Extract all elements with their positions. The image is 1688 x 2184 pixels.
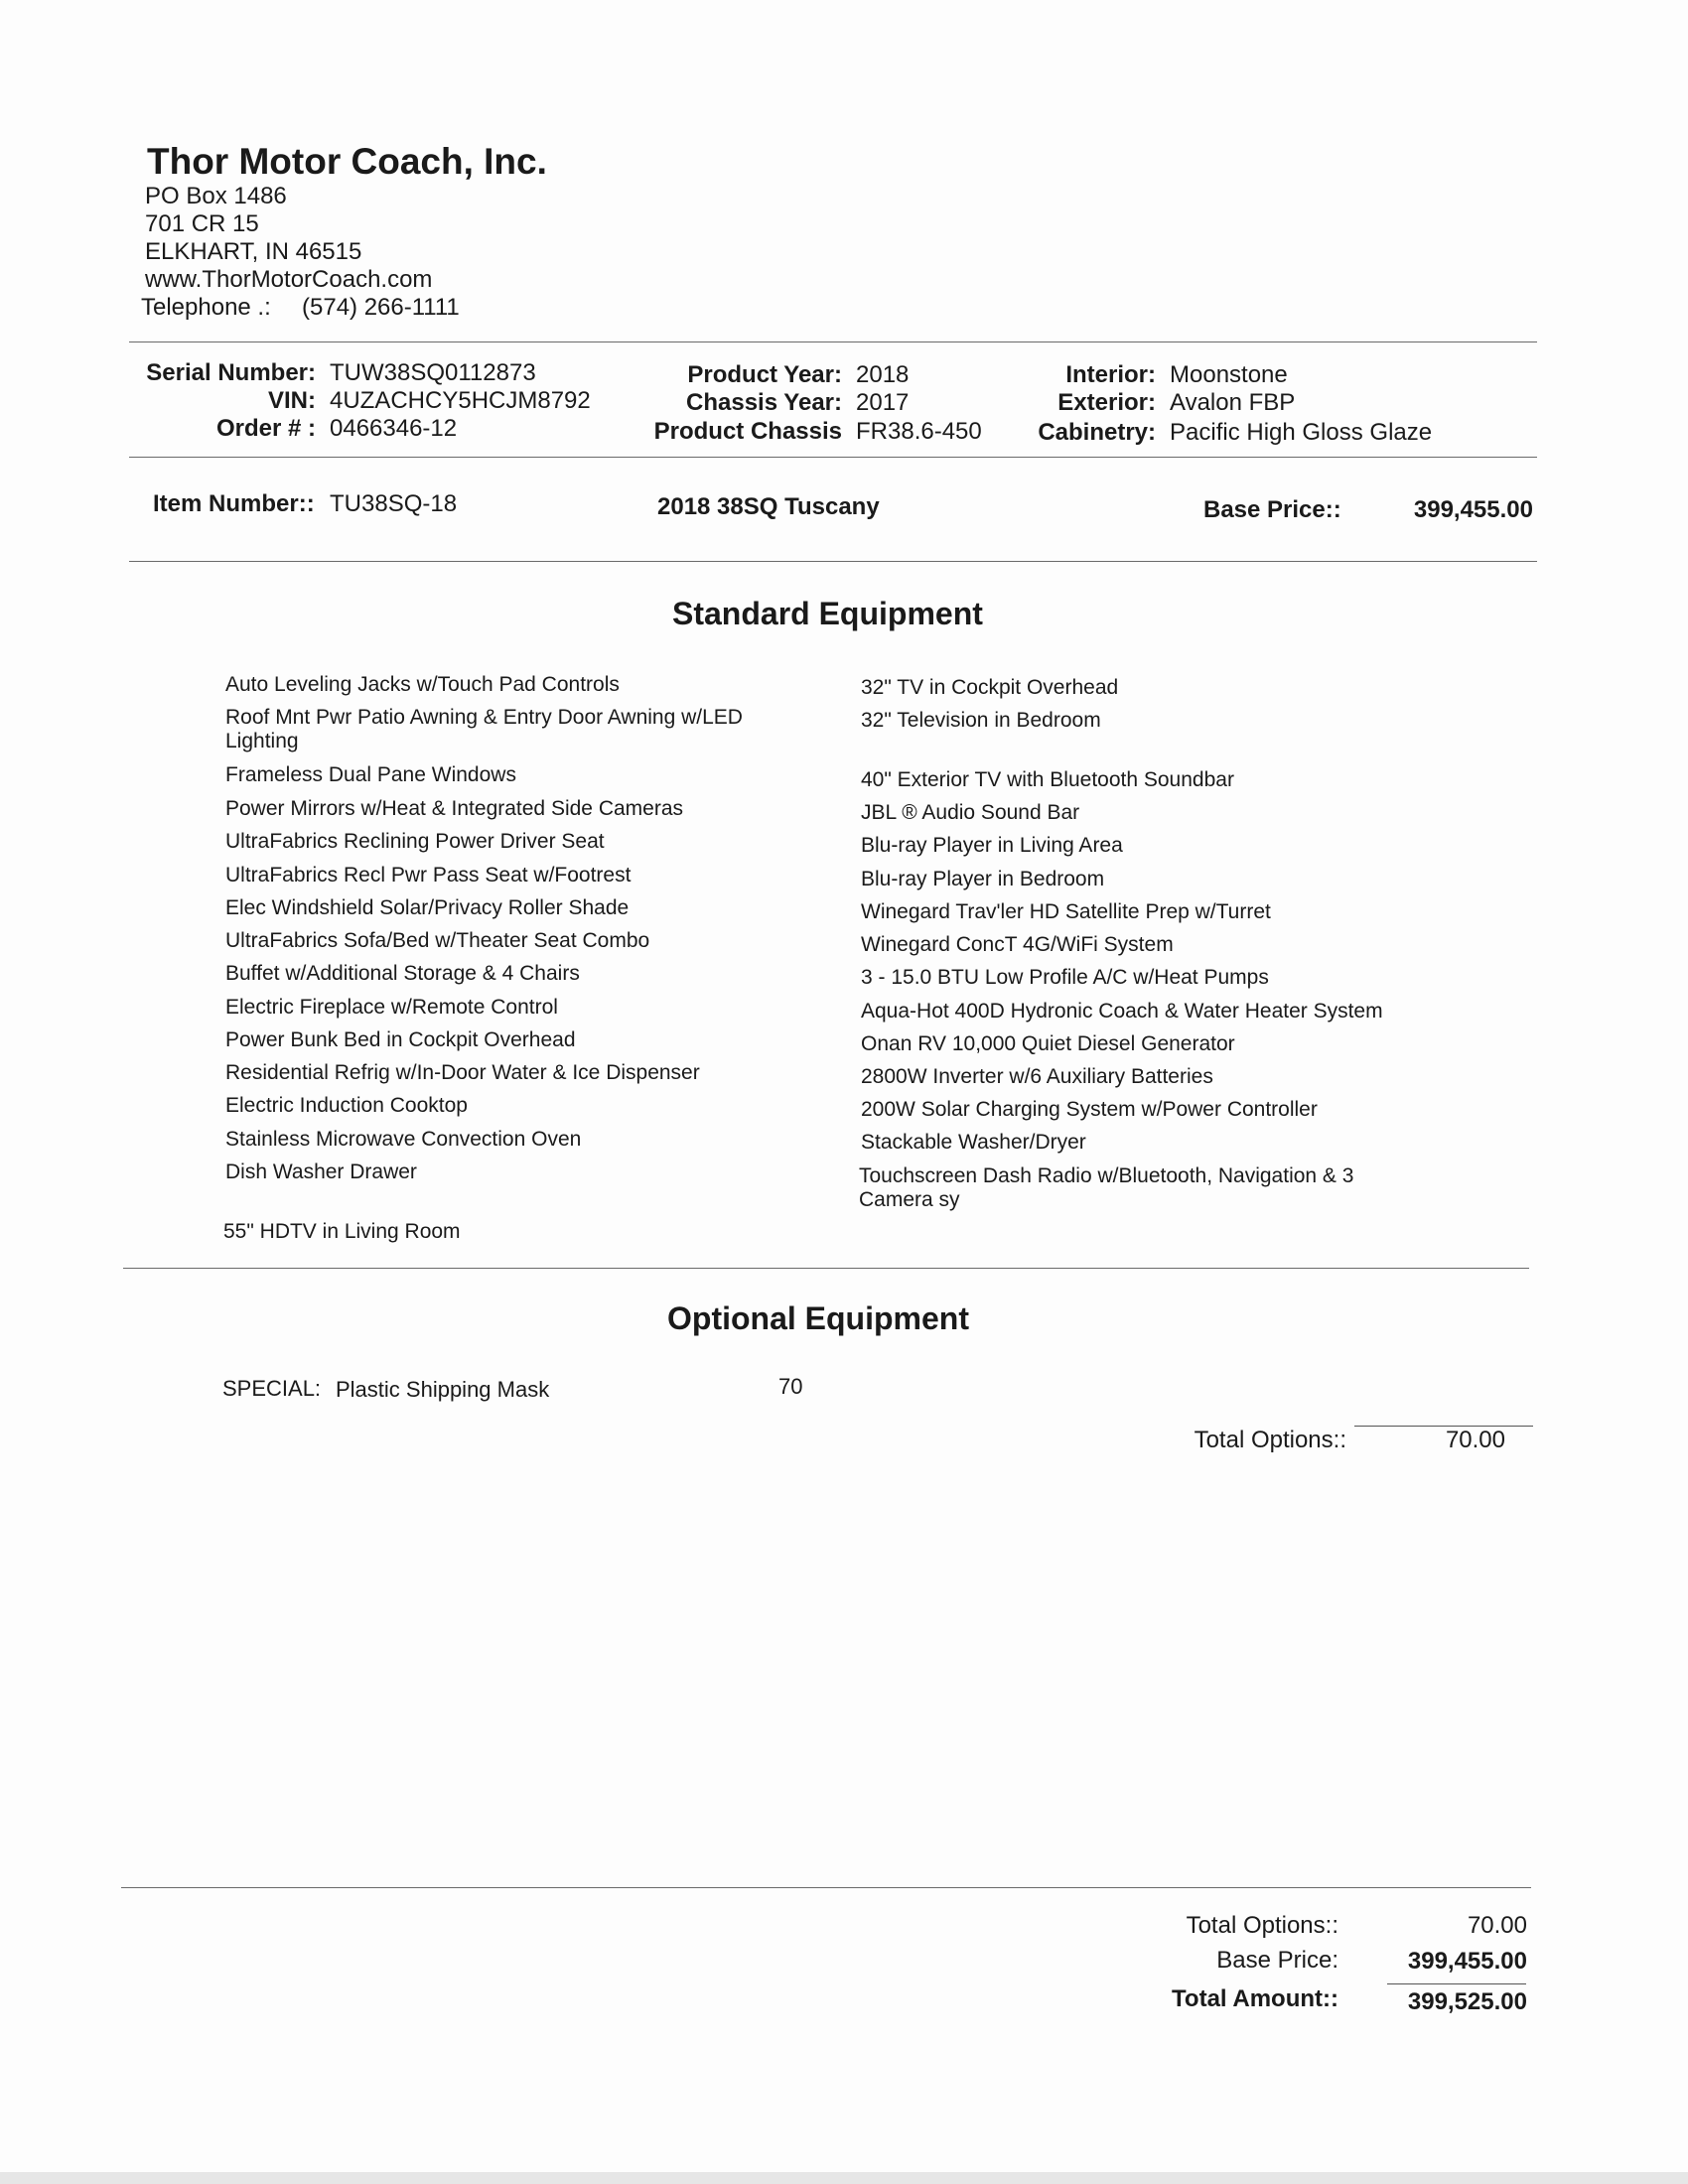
exterior-value: Avalon FBP	[1170, 389, 1296, 416]
divider	[121, 1887, 1531, 1888]
serial-number-label: Serial Number:	[146, 359, 316, 386]
list-item: Residential Refrig w/In-Door Water & Ice Dispenser	[225, 1061, 700, 1084]
option-category: SPECIAL:	[222, 1376, 322, 1401]
chassis-year-label: Chassis Year:	[686, 389, 842, 416]
list-item: Elec Windshield Solar/Privacy Roller Shade	[225, 896, 630, 919]
address-line-3: ELKHART, IN 46515	[145, 238, 362, 265]
list-item: 32" TV in Cockpit Overhead	[861, 676, 1119, 699]
product-year-value: 2018	[856, 361, 910, 388]
website: www.ThorMotorCoach.com	[145, 266, 433, 293]
product-year-label: Product Year:	[687, 361, 842, 388]
list-item: Frameless Dual Pane Windows	[225, 763, 516, 786]
list-item: UltraFabrics Sofa/Bed w/Theater Seat Combo	[225, 929, 650, 952]
list-item: UltraFabrics Reclining Power Driver Seat	[225, 830, 605, 853]
optional-equipment-title: Optional Equipment	[667, 1300, 969, 1336]
list-item: 40" Exterior TV with Bluetooth Soundbar	[861, 768, 1234, 791]
vin-value: 4UZACHCY5HCJM8792	[330, 387, 591, 414]
total-options-rule	[1354, 1426, 1533, 1427]
list-item: Blu-ray Player in Bedroom	[861, 868, 1105, 890]
item-number-value: TU38SQ-18	[330, 490, 458, 517]
base-price-value: 399,455.00	[1413, 496, 1533, 523]
cabinetry-label: Cabinetry:	[1038, 419, 1156, 446]
list-item: Stackable Washer/Dryer	[861, 1131, 1086, 1154]
list-item: Dish Washer Drawer	[225, 1160, 417, 1183]
divider	[129, 341, 1537, 342]
divider	[123, 1268, 1529, 1269]
list-item: 32" Television in Bedroom	[861, 709, 1101, 732]
summary-base-price-value: 399,455.00	[1407, 1948, 1527, 1975]
vin-label: VIN:	[268, 387, 316, 414]
serial-number-value: TUW38SQ0112873	[330, 359, 536, 386]
total-amount-label: Total Amount::	[1172, 1985, 1338, 2012]
list-item: Aqua-Hot 400D Hydronic Coach & Water Heater System	[861, 1000, 1383, 1023]
cabinetry-value: Pacific High Gloss Glaze	[1170, 419, 1433, 446]
base-price-label: Base Price::	[1203, 496, 1341, 523]
list-item: UltraFabrics Recl Pwr Pass Seat w/Footrest	[225, 864, 632, 887]
chassis-year-value: 2017	[856, 389, 910, 416]
list-item: Winegard Trav'ler HD Satellite Prep w/Turret	[861, 900, 1271, 923]
product-chassis-value: FR38.6-450	[856, 418, 982, 445]
interior-label: Interior:	[1065, 361, 1156, 388]
page-edge	[0, 2172, 1688, 2184]
list-item: Winegard ConcT 4G/WiFi System	[861, 933, 1174, 956]
summary-total-options-label: Total Options::	[1186, 1912, 1338, 1939]
address-line-2: 701 CR 15	[145, 210, 259, 237]
interior-value: Moonstone	[1170, 361, 1288, 388]
list-item: Blu-ray Player in Living Area	[861, 834, 1123, 857]
list-item: 2800W Inverter w/6 Auxiliary Batteries	[861, 1065, 1213, 1088]
summary-total-options-value: 70.00	[1467, 1912, 1527, 1939]
list-item: Electric Induction Cooktop	[225, 1094, 468, 1117]
list-item: JBL ® Audio Sound Bar	[861, 801, 1080, 824]
item-number-label: Item Number::	[153, 490, 315, 517]
exterior-label: Exterior:	[1057, 389, 1156, 416]
list-item: 55" HDTV in Living Room	[223, 1220, 461, 1243]
telephone-value: (574) 266-1111	[302, 294, 460, 321]
telephone-label: Telephone .:	[141, 294, 271, 321]
list-item: Onan RV 10,000 Quiet Diesel Generator	[861, 1032, 1235, 1055]
total-options-label: Total Options::	[1194, 1427, 1346, 1453]
address-line-1: PO Box 1486	[145, 183, 287, 209]
company-name: Thor Motor Coach, Inc.	[147, 141, 547, 182]
list-item: Power Bunk Bed in Cockpit Overhead	[225, 1028, 576, 1051]
list-item: Buffet w/Additional Storage & 4 Chairs	[225, 962, 580, 985]
list-item: 200W Solar Charging System w/Power Controller	[861, 1098, 1318, 1121]
divider	[129, 457, 1537, 458]
model-name: 2018 38SQ Tuscany	[657, 493, 880, 520]
total-options-value: 70.00	[1445, 1427, 1505, 1453]
option-description: Plastic Shipping Mask	[336, 1377, 550, 1402]
summary-rule	[1387, 1983, 1526, 1984]
total-amount-value: 399,525.00	[1407, 1988, 1527, 2015]
product-chassis-label: Product Chassis	[653, 418, 842, 445]
list-item: 3 - 15.0 BTU Low Profile A/C w/Heat Pumps	[861, 966, 1269, 989]
list-item: Roof Mnt Pwr Patio Awning & Entry Door Awning w/LED Lighting	[225, 706, 743, 752]
list-item: Power Mirrors w/Heat & Integrated Side Cameras	[225, 797, 684, 820]
standard-equipment-title: Standard Equipment	[672, 596, 983, 631]
list-item: Stainless Microwave Convection Oven	[225, 1128, 582, 1151]
order-number-label: Order # :	[215, 415, 316, 442]
summary-base-price-label: Base Price:	[1216, 1947, 1338, 1974]
list-item: Auto Leveling Jacks w/Touch Pad Controls	[225, 673, 620, 696]
list-item: Touchscreen Dash Radio w/Bluetooth, Navigation & 3 Camera sy	[859, 1164, 1354, 1211]
list-item: Electric Fireplace w/Remote Control	[225, 996, 558, 1019]
option-price: 70	[778, 1374, 803, 1399]
order-number-value: 0466346-12	[330, 415, 458, 442]
divider	[129, 561, 1537, 562]
